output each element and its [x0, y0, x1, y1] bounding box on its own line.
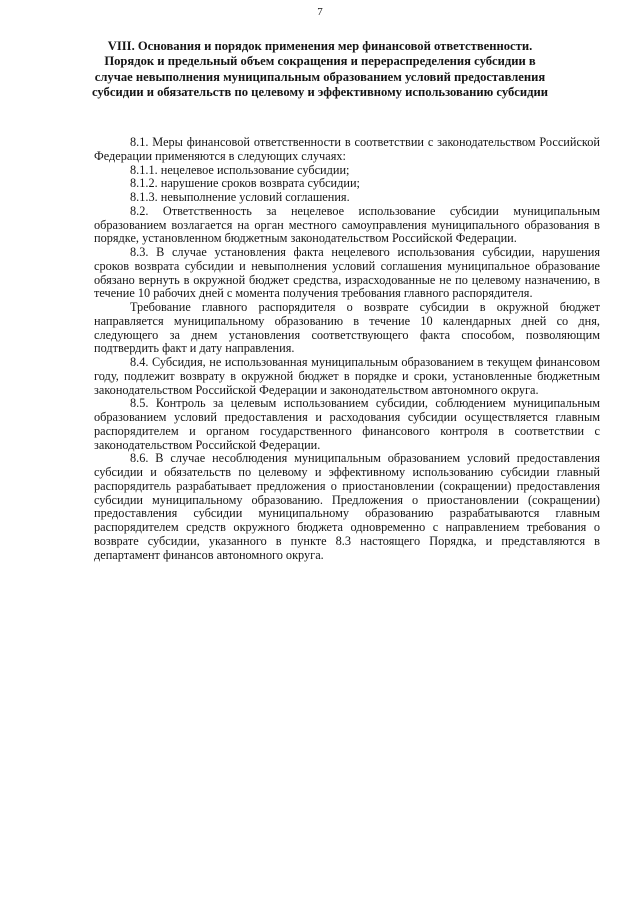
paragraph-8-6: 8.6. В случае несоблюдения муниципальным образованием условий предоставления субсидии и обязательств по целевому и эффективному использованию субсидии главный распорядитель разрабатывает предложения о приостановлении (сокращении) предоставления субсидии муниципальному образованию. Предложения о приостановлении (сокращении) предоставления субсидии муниципальному образованию разрабатываются главным распорядителем средств окружного бюджета одновременно с направлением требования о возврате субсидии, указанного в пункте 8.3 настоящего Порядка, и представляются в департамент финансов автономного округа.: [94, 451, 600, 562]
paragraph-8-5: 8.5. Контроль за целевым использованием субсидии, соблюдением муниципальным образованием условий предоставления и расходования субсидии осуществляется главным распорядителем и органом государственного финансового контроля в соответствии с законодательством Российской Федерации.: [94, 396, 600, 452]
paragraph-8-1: 8.1. Меры финансовой ответственности в соответствии с законодательством Российской Федерации применяются в следующих случаях:: [94, 135, 600, 163]
document-body: [94, 136, 600, 562]
list-item-8-1-3: 8.1.3. невыполнение условий соглашения.: [130, 190, 350, 204]
paragraph-8-4: 8.4. Субсидия, не использованная муниципальным образованием в текущем финансовом году, подлежит возврату в окружной бюджет в порядке и сроки, установленные бюджетным законодательством Российской Федерации и законодательством автономного округа.: [94, 355, 600, 397]
paragraph-8-2: 8.2. Ответственность за нецелевое использование субсидии муниципальным образованием возлагается на орган местного самоуправления муниципального образования в порядке, установленном бюджетным законодательством Российской Федерации.: [94, 203, 600, 246]
list-item-8-1-2: 8.1.2. нарушение сроков возврата субсидии;: [130, 176, 360, 191]
paragraph-requirement: Требование главного распорядителя о возврате субсидии в окружной бюджет направляется муниципальному образованию в течение 10 календарных дней со дня, следующего за днем установления соответствующего факта способом, позволяющим подтвердить факт и дату направления.: [94, 300, 600, 356]
page-number: 7: [317, 6, 323, 18]
section-heading: VIII. Основания и порядок применения мер финансовой ответственности. Порядок и предельный объем сокращения и перераспределения субсидии в случае невыполнения муниципальным образованием условий предоставления субсидии и обязательств по целевому и эффективному использованию субсидии: [92, 39, 548, 100]
list-item-8-1-1: 8.1.1. нецелевое использование субсидии;: [130, 162, 350, 177]
paragraph-8-3: 8.3. В случае установления факта нецелевого использования субсидии, нарушения сроков возврата субсидии и невыполнения условий соглашения муниципальное образование обязано вернуть в окружной бюджет средства, израсходованные не по целевому назначению, в течение 10 рабочих дней с момента получения требования главного распорядителя.: [94, 245, 600, 301]
